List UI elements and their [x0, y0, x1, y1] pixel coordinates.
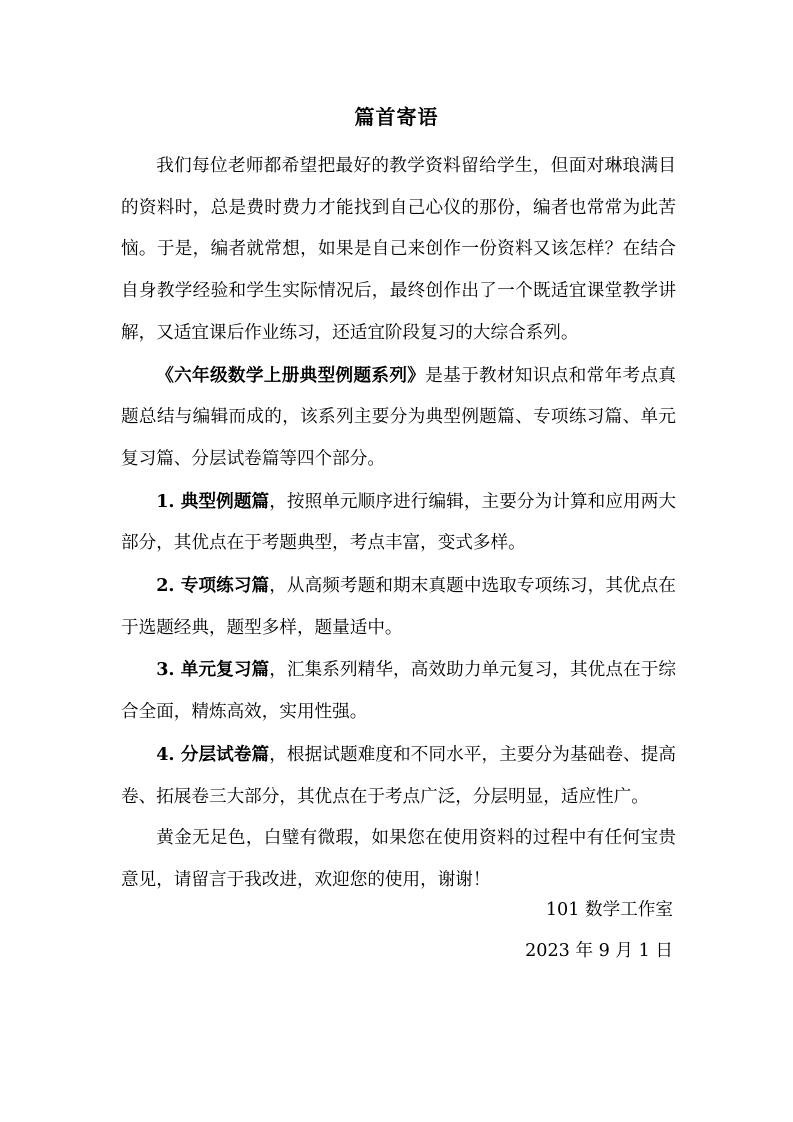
- item-typical-examples: [121, 481, 676, 565]
- page-title: 篇首寄语: [354, 105, 439, 129]
- closing-text: 黄金无足色，白璧有微瑕，如果您在使用资料的过程中有任何宝贵意见，请留言于我改进，欢迎您的使用，谢谢！: [121, 828, 676, 890]
- item-special-practice: [121, 565, 676, 649]
- intro-text: 我们每位老师都希望把最好的教学资料留给学生，但面对琳琅满目的资料时，总是费时费力才能找到自己心仪的那份，编者也常常为此苦恼。于是，编者就常想，如果是自己来创作一份资料又该怎样？在结合自身教学经验和学生实际情况后，最终创作出了一个既适宜课堂教学讲解，又适宜课后作业练习，还适宜阶段复习的大综合系列。: [121, 156, 676, 343]
- item-typical-examples-text: ，按照单元顺序进行编辑，主要分为计算和应用两大部分，其优点在于考题典型，考点丰富，变式多样。: [121, 491, 676, 554]
- item-layered-tests-text: ，根据试题难度和不同水平，主要分为基础卷、提高卷、拓展卷三大部分，其优点在于考点广泛，分层明显，适应性广。: [121, 744, 676, 807]
- signature-date: 2023 年 9 月 1 日: [525, 941, 673, 961]
- series-paragraph: [121, 355, 676, 481]
- document-body: [121, 146, 676, 902]
- item-unit-review-heading: 3. 单元复习篇: [156, 659, 270, 681]
- item-special-practice-heading: 2. 专项练习篇: [156, 575, 270, 597]
- intro-paragraph: [121, 146, 676, 355]
- item-typical-examples-heading: 1. 典型例题篇: [156, 490, 270, 512]
- item-unit-review-text: ，汇集系列精华，高效助力单元复习，其优点在于综合全面，精炼高效，实用性强。: [121, 660, 676, 723]
- series-title: 《六年级数学上册典型例题系列》: [156, 364, 426, 386]
- item-special-practice-text: ，从高频考题和期末真题中选取专项练习，其优点在于选题经典，题型多样，题量适中。: [121, 576, 676, 638]
- item-layered-tests: [121, 734, 676, 818]
- item-layered-tests-heading: 4. 分层试卷篇: [156, 743, 270, 765]
- item-unit-review: [121, 649, 676, 733]
- signature-studio: 101 数学工作室: [545, 900, 673, 920]
- series-text: 是基于教材知识点和常年考点真题总结与编辑而成的，该系列主要分为典型例题篇、专项练习篇、单元复习篇、分层试卷篇等四个部分。: [121, 365, 676, 469]
- closing-paragraph: [121, 818, 676, 901]
